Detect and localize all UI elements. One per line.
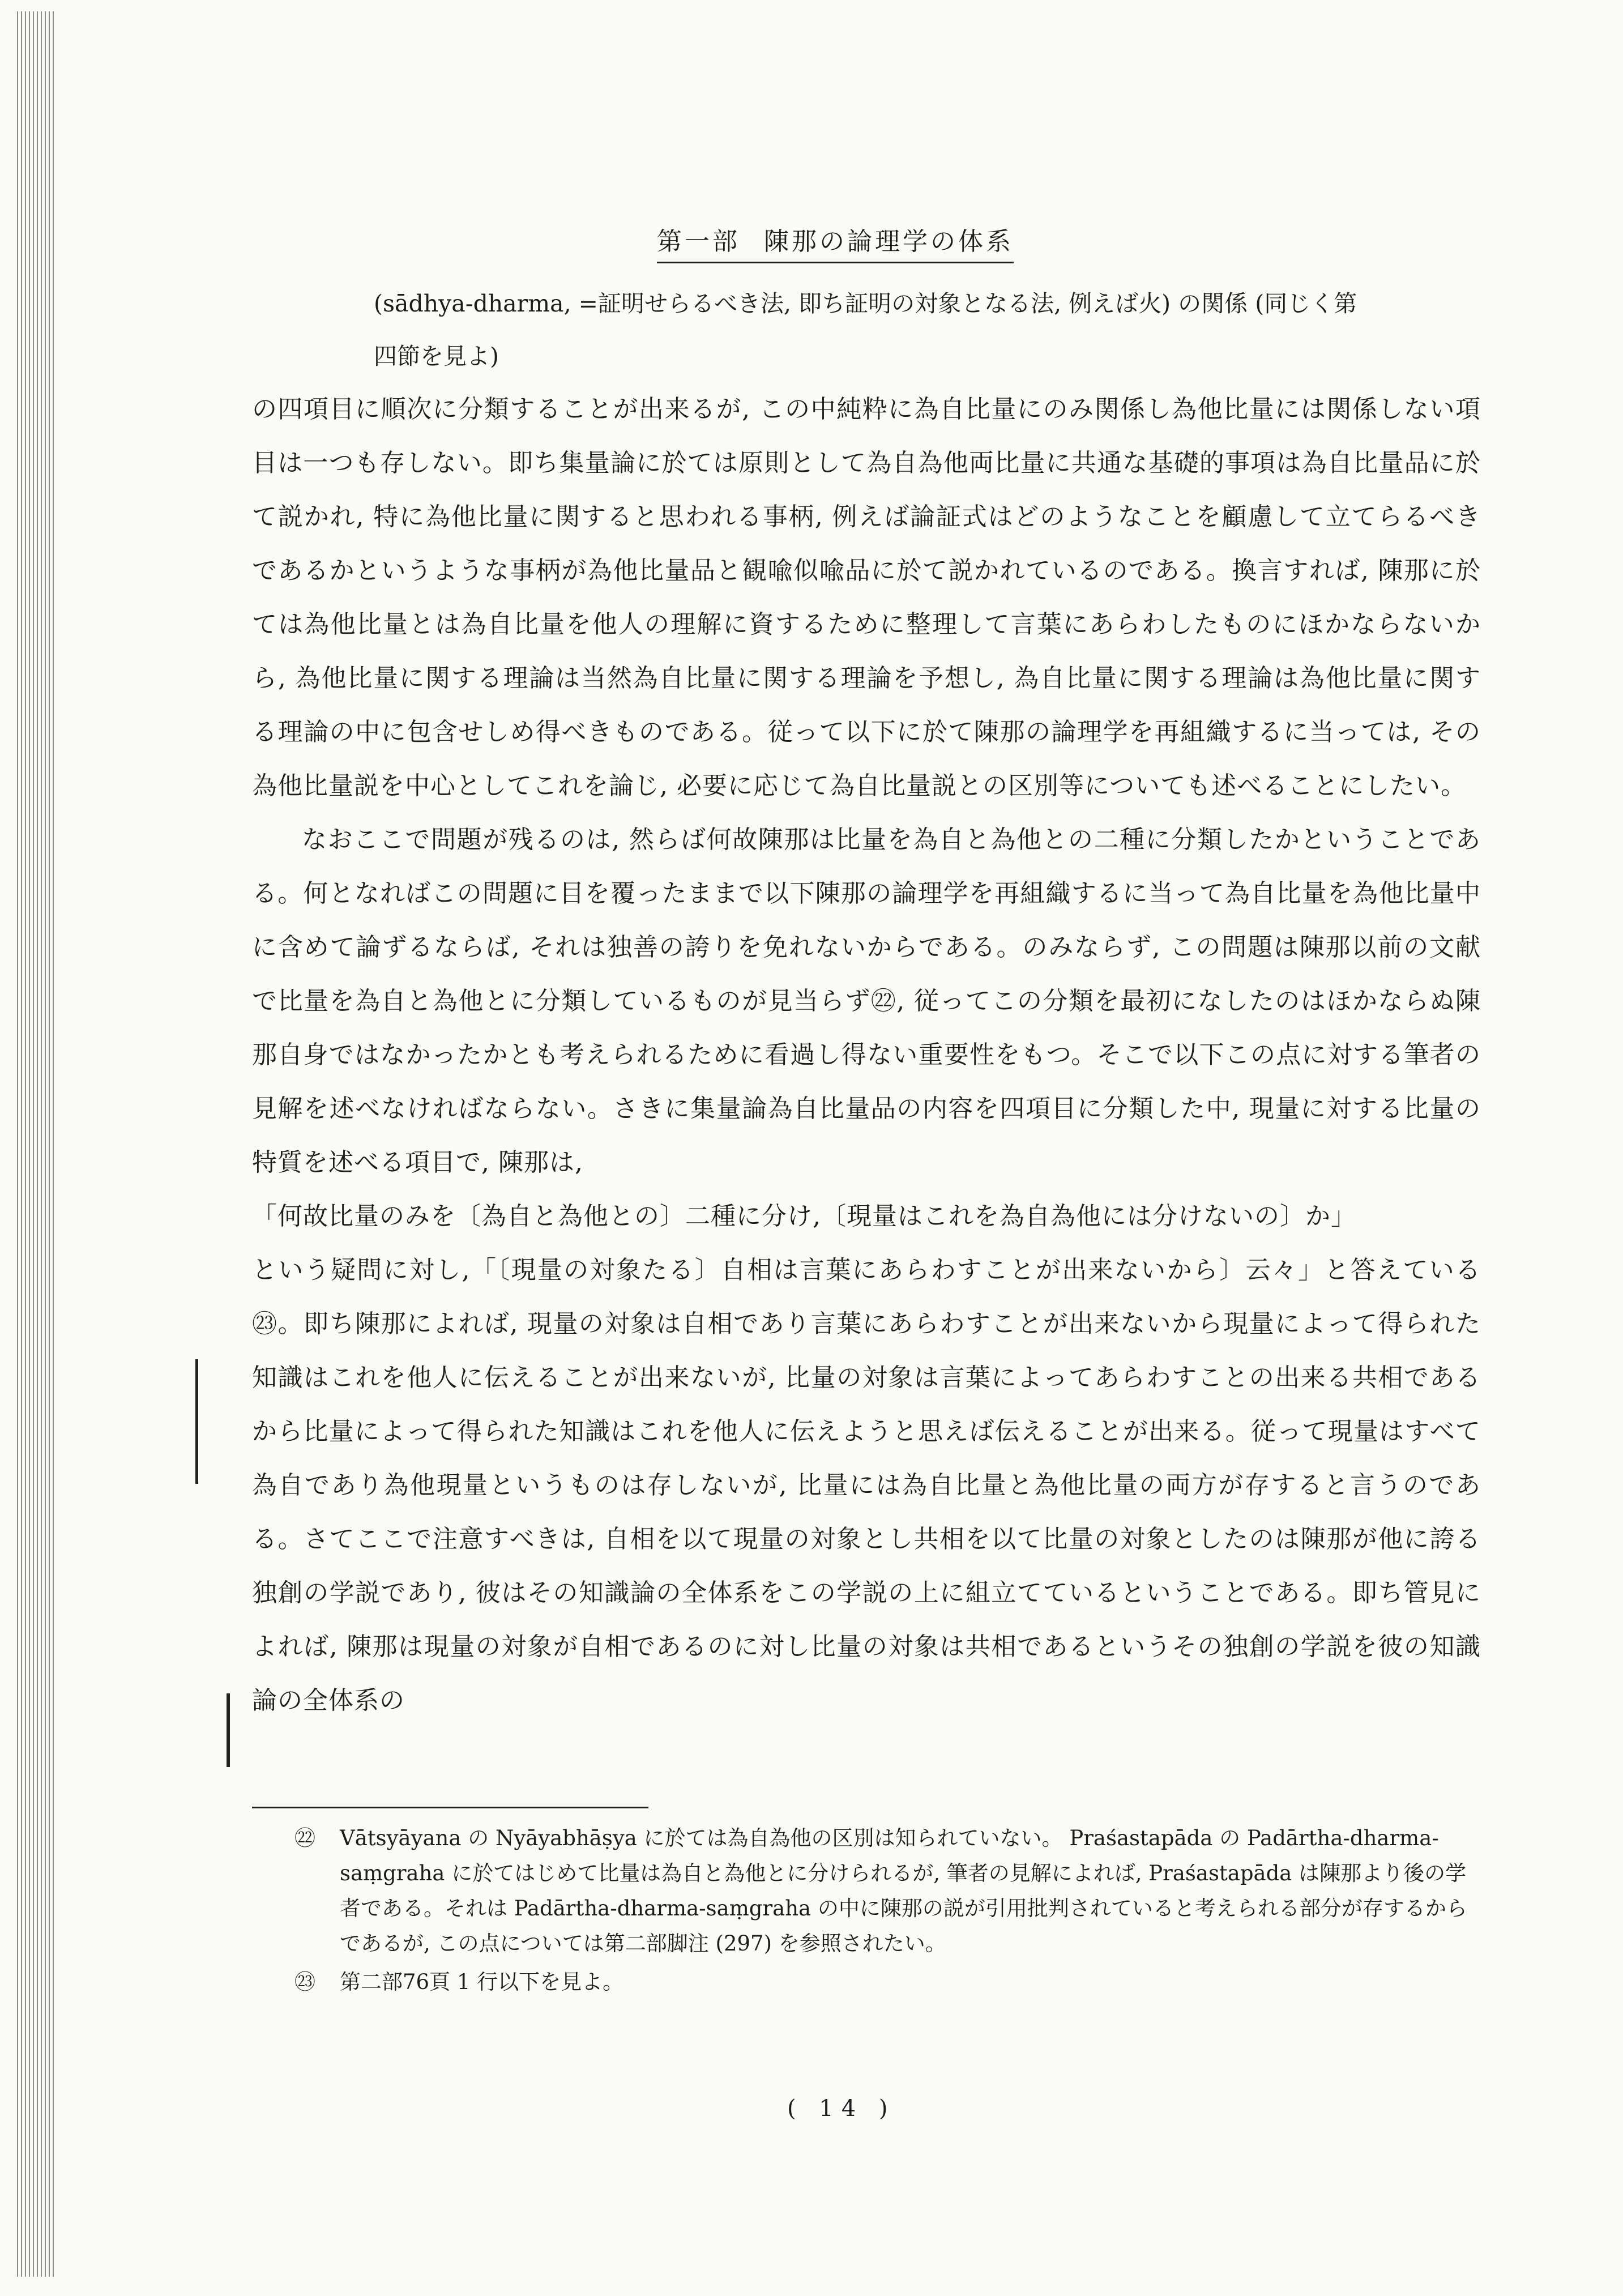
- intro-line-2: 四節を見よ): [374, 343, 499, 370]
- header-part: 第一部: [657, 227, 740, 256]
- intro-continuation: [374, 278, 1484, 383]
- page-number: ( 14 ): [787, 2096, 896, 2122]
- main-text: [252, 382, 1481, 1727]
- paragraph-2b: という疑問に対し,「〔現量の対象たる〕自相は言葉にあらわすことが出来ないから〕云々」と答えている㉓。即ち陳那によれば, 現量の対象は自相であり言葉にあらわすことが出来ないから現量によって得られた知識はこれを他人に伝えることが出来ないが, 比量の対象は言葉によってあらわすことの出来る共相であるから比量によって得られた知識はこれを他人に伝えようと思えば伝えることが出来る。従って現量はすべて為自であり為他現量というものは存しないが, 比量には為自比量と為他比量の両方が存すると言うのである。さてここで注意すべきは, 自相を以て現量の対象とし共相を以て比量の対象としたのは陳那が他に誇る独創の学説であり, 彼はその知識論の全体系をこの学説の上に組立てているということである。即ち管見によれば, 陳那は現量の対象が自相であるのに対し比量の対象は共相であるというその独創の学説を彼の知識論の全体系の: [252, 1256, 1481, 1715]
- page-binding-edge: [17, 11, 57, 2277]
- quoted-question: 「何故比量のみを〔為自と為他との〕二種に分け,〔現量はこれを為自為他には分けないの〕か」: [252, 1202, 1356, 1231]
- header-title: 陳那の論理学の体系: [764, 227, 1014, 256]
- footnote-number: ㉒: [294, 1826, 315, 1850]
- footnote-number: ㉓: [294, 1970, 315, 1994]
- footnotes: [294, 1821, 1472, 2000]
- running-header: [657, 221, 1014, 263]
- margin-mark-2: [227, 1693, 230, 1767]
- footnote-text: 第二部76頁 1 行以下を見よ。: [340, 1970, 624, 1994]
- margin-mark-1: [195, 1359, 198, 1484]
- paragraph-1: の四項目に順次に分類することが出来るが, この中純粋に為自比量にのみ関係し為他比量には関係しない項目は一つも存しない。即ち集量論に於ては原則として為自為他両比量に共通な基礎的事項は為自比量品に於て説かれ, 特に為他比量に関すると思われる事柄, 例えば論証式はどのようなことを顧慮して立てらるべきであるかというような事柄が為他比量品と観喩似喩品に於て説かれているのである。換言すれば, 陳那に於ては為他比量とは為自比量を他人の理解に資するために整理して言葉にあらわしたものにほかならないから, 為他比量に関する理論は当然為自比量に関する理論を予想し, 為自比量に関する理論は為他比量に関する理論の中に包含せしめ得べきものである。従って以下に於て陳那の論理学を再組織するに当っては, その為他比量説を中心としてこれを論じ, 必要に応じて為自比量説との区別等についても述べることにしたい。: [252, 395, 1481, 800]
- footnote-23: [294, 1965, 1472, 2000]
- intro-line-1: (sādhya-dharma, =証明せらるべき法, 即ち証明の対象となる法, 例えば火) の関係 (同じく第: [374, 290, 1357, 317]
- footnote-separator: [252, 1807, 648, 1808]
- footnote-text: Vātsyāyana の Nyāyabhāṣya に於ては為自為他の区別は知られていない。 Praśastapāda の Padārtha-dharma-saṃgraha に於てはじめて比量は為自と為他とに分けられるが, 筆者の見解によれば, Praśastapāda は陳那より後の学者である。それは Padārtha-dharma-saṃgraha の中に陳那の説が引用批判されていると考えられる部分が存するからであるが, この点については第二部脚注 (297) を参照されたい。: [340, 1826, 1467, 1956]
- paragraph-2a: なおここで問題が残るのは, 然らば何故陳那は比量を為自と為他との二種に分類したかということである。何となればこの問題に目を覆ったままで以下陳那の論理学を再組織するに当って為自比量を為他比量中に含めて論ずるならば, それは独善の誇りを免れないからである。のみならず, この問題は陳那以前の文献で比量を為自と為他とに分類しているものが見当らず㉒, 従ってこの分類を最初になしたのはほかならぬ陳那自身ではなかったかとも考えられるために看過し得ない重要性をもつ。そこで以下この点に対する筆者の見解を述べなければならない。さきに集量論為自比量品の内容を四項目に分類した中, 現量に対する比量の特質を述べる項目で, 陳那は,: [252, 825, 1481, 1177]
- footnote-22: [294, 1821, 1472, 1961]
